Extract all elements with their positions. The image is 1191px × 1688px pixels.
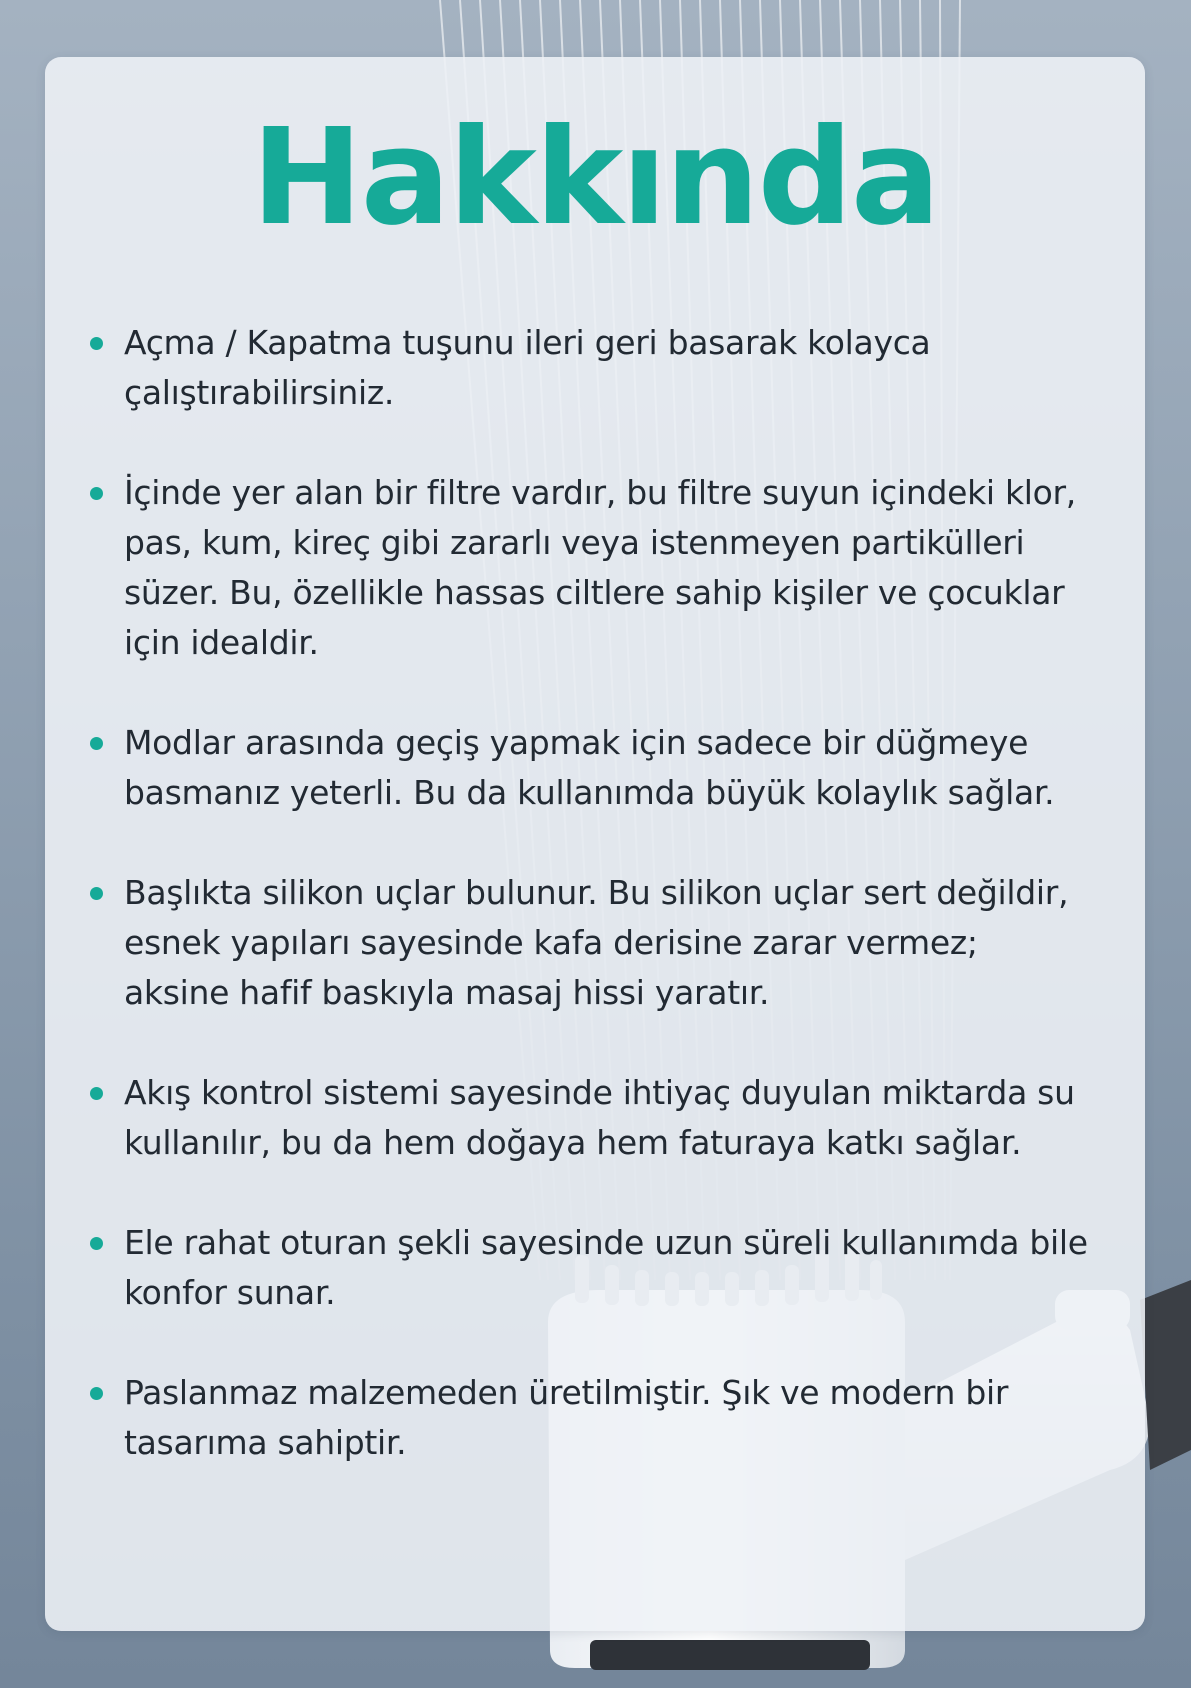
feature-text: İçinde yer alan bir filtre vardır, bu filtre suyun içindeki klor, pas, kum, kireç gibi zararlı veya istenmeyen partikülleri süzer. Bu, özellikle hassas ciltlere sahip kişiler ve çocuklar için idealdir. — [124, 473, 1076, 662]
page-title: Hakkında — [251, 101, 939, 255]
bullet-dot-icon — [90, 337, 103, 350]
list-item — [90, 1068, 1090, 1168]
bullet-dot-icon — [90, 1237, 103, 1250]
bullet-dot-icon — [90, 487, 103, 500]
list-item — [90, 868, 1090, 1018]
bullet-dot-icon — [90, 887, 103, 900]
bullet-dot-icon — [90, 1087, 103, 1100]
feature-text: Paslanmaz malzemeden üretilmiştir. Şık ve modern bir tasarıma sahiptir. — [124, 1373, 1009, 1462]
feature-text: Açma / Kapatma tuşunu ileri geri basarak kolayca çalıştırabilirsiniz. — [124, 323, 931, 412]
feature-text: Ele rahat oturan şekli sayesinde uzun süreli kullanımda bile konfor sunar. — [124, 1223, 1088, 1312]
bullet-dot-icon — [90, 1387, 103, 1400]
feature-text: Başlıkta silikon uçlar bulunur. Bu silikon uçlar sert değildir, esnek yapıları sayesinde kafa derisine zarar vermez; aksine hafif baskıyla masaj hissi yaratır. — [124, 873, 1069, 1012]
list-item — [90, 468, 1090, 668]
list-item — [90, 318, 1090, 418]
list-item — [90, 718, 1090, 818]
bullet-dot-icon — [90, 737, 103, 750]
feature-text: Akış kontrol sistemi sayesinde ihtiyaç duyulan miktarda su kullanılır, bu da hem doğaya hem faturaya katkı sağlar. — [124, 1073, 1075, 1162]
list-item — [90, 1218, 1090, 1318]
list-item — [90, 1368, 1090, 1468]
feature-text: Modlar arasında geçiş yapmak için sadece bir düğmeye basmanız yeterli. Bu da kullanımda büyük kolaylık sağlar. — [124, 723, 1055, 812]
feature-list — [90, 318, 1090, 1518]
